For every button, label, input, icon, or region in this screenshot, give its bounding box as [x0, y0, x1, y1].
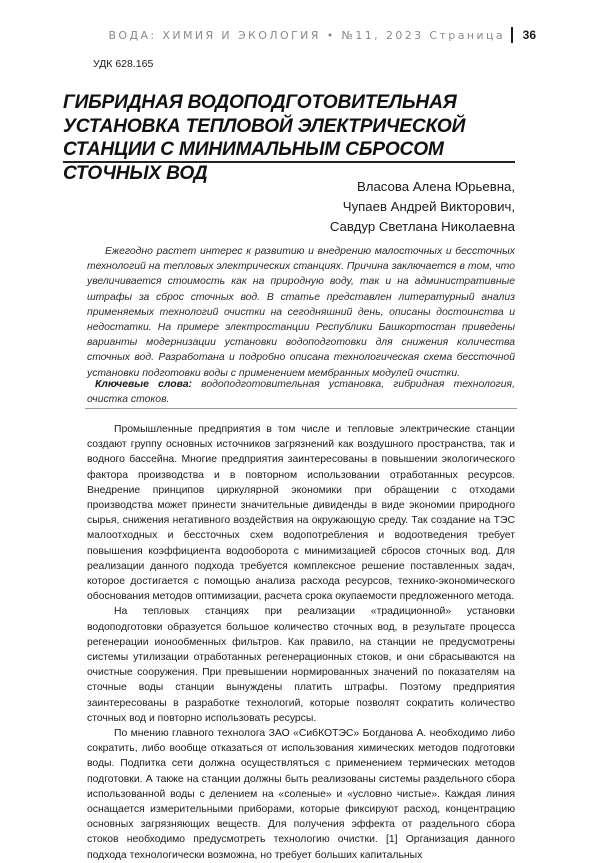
body-paragraph: Промышленные предприятия в том числе и тепловые электрические станции создают группу основных источников загрязнений как воздушного пространства, так и водного бассейна. Многие предприятия заинтересованы в повышении экологического фактора производства и в повторном использовании отработанных ресурсов. Внедрение принципов циркулярной экономики при обращении с отходами производства может принести значительные дивиденды в виде экономии природного сырья, снижения негативного воздействия на окружающую среду. Так создание на ТЭС малоотходных и бессточных схем водопотребления и водоотведения требует повышения коэффициента водооборота с минимизацией сбросов сточных вод. Для реализации данного подхода требуется комплексное решение поставленных задач, которое достигается с помощью анализа расхода ресурсов, технико-экономического обоснования методов оптимизации, расчета срока окупаемости предложенного метода. — [87, 424, 515, 603]
author-name: Чупаев Андрей Викторович, — [342, 199, 515, 214]
udk-code: УДК 628.165 — [93, 58, 154, 70]
body-paragraph: На тепловых станциях при реализации «традиционной» установки водоподготовки образуется большое количество сточных вод, в результате процесса регенерации ионообменных фильтров. Как правило, на станции не предусмотрены системы утилизации отработанных регенерационных стоков, и они сбрасываются на очистные сооружения. При превышении нормированных значений по показателям на сточные воды станции вынуждены платить штрафы. Поэтому предприятия заинтересованы в разработке технологий, которые позволят сократить количество сточных вод и повторно использовать ресурсы. — [87, 606, 515, 724]
article-title: ГИБРИДНАЯ ВОДОПОДГОТОВИТЕЛЬНАЯ УСТАНОВКА ТЕПЛОВОЙ ЭЛЕКТРИЧЕСКОЙ СТАНЦИИ С МИНИМАЛЬНЫМ СБРОСОМ СТОЧНЫХ ВОД — [63, 92, 466, 184]
journal-header: ВОДА: ХИМИЯ И ЭКОЛОГИЯ • №11, 2023 Страница — [108, 29, 505, 42]
keywords-text: водоподготовительная установка, гибридная технология, очистка стоков. — [87, 379, 515, 406]
keywords-label: Ключевые слова: — [95, 379, 192, 390]
author-name: Савдур Светлана Николаевна — [329, 219, 515, 234]
abstract: Ежегодно растет интерес к развитию и внедрению малосточных и бессточных технологий на тепловых электрических станциях. Причина заключается в том, что увеличивается стоимость как на природную воду, так и на административные штрафы за сброс сточных вод. В статье представлен литературный анализ применяемых технологий очистки на сегодняшний день, описаны достоинства и недостатки. На примере электростанции Республики Башкортостан приведены варианты модернизации установки водоподготовки для снижения количества сточных вод. Разработана и подробно описана технологическая схема бессточной установки подготовки воды с применением мембранных модулей очистки. — [87, 246, 515, 379]
page-number: 36 — [522, 28, 536, 42]
keywords-divider — [85, 408, 517, 409]
running-header — [0, 27, 600, 47]
author-list — [330, 177, 515, 237]
author-name: Власова Алена Юрьевна, — [356, 179, 515, 194]
keywords — [87, 377, 515, 407]
header-divider — [511, 27, 513, 43]
body-paragraph: По мнению главного технолога ЗАО «СибКОТЭС» Богданова А. необходимо либо сократить, либо вообще отказаться от использования химических методов подготовки воды. Подпитка сети должна осуществляться с применением термических методов подготовки. А также на станции должны быть реализованы системы раздельного сбора использованной воды с делением на «соленые» и «условно чистые». Каждая линия оснащается измерительными приборами, которые фиксируют расход, концентрацию основных загрязняющих веществ. Для получения эффекта от раздельного сбора стоков необходимо предусмотреть технологию очистки. [1] Организация данного подхода технологически возможна, но требует больших капитальных — [87, 728, 515, 861]
article-body — [87, 422, 515, 863]
title-underline — [63, 161, 515, 163]
